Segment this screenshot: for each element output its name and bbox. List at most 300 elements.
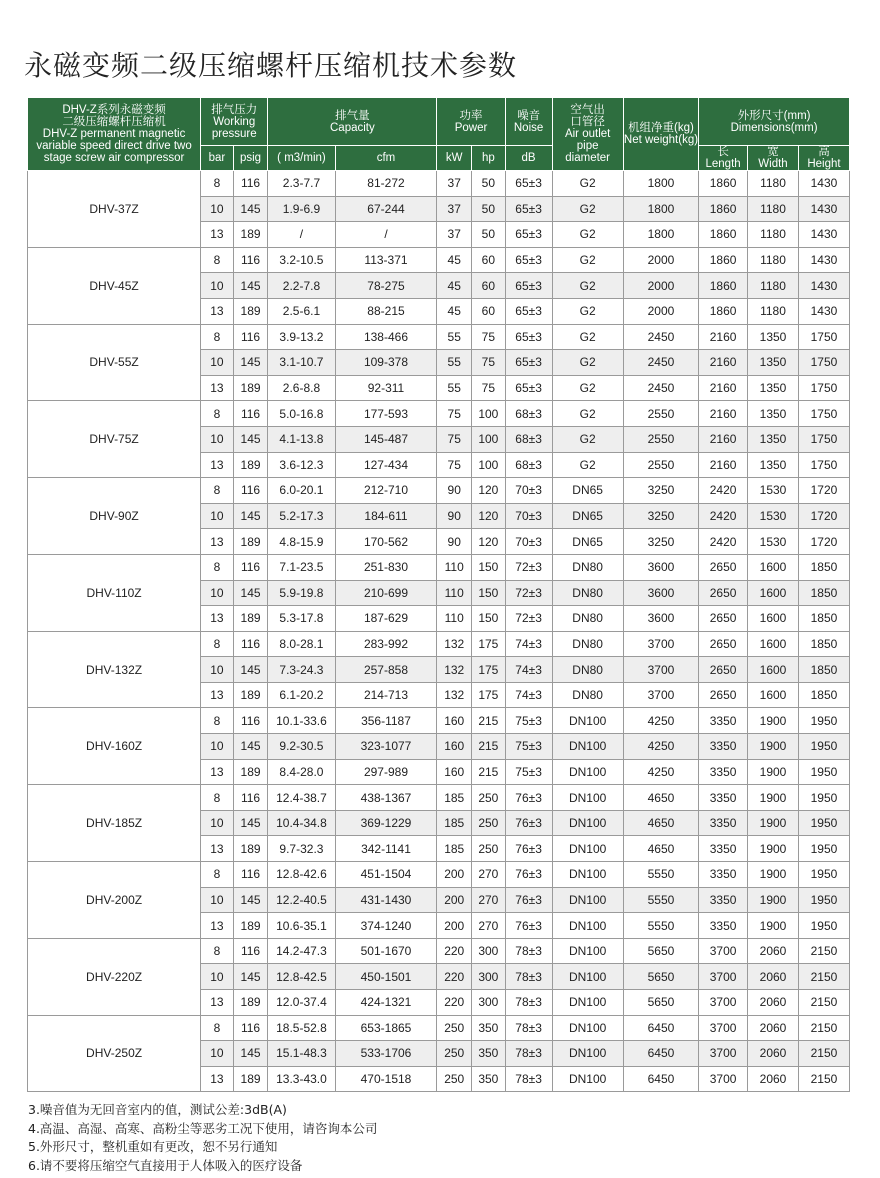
m3min-cell: 3.2-10.5 [268,247,335,273]
weight-cell: 3600 [623,606,698,632]
model-cell: DHV-55Z [28,324,201,401]
bar-cell: 13 [201,836,234,862]
psig-cell: 189 [233,606,268,632]
hp-cell: 100 [472,452,506,478]
bar-cell: 13 [201,759,234,785]
noise-cell: 76±3 [505,785,552,811]
psig-cell: 189 [233,452,268,478]
psig-cell: 145 [233,426,268,452]
psig-cell: 116 [233,478,268,504]
m3min-cell: 4.1-13.8 [268,426,335,452]
hp-cell: 120 [472,478,506,504]
weight-cell: 6450 [623,1041,698,1067]
weight-cell: 4650 [623,836,698,862]
weight-cell: 3600 [623,554,698,580]
unit-height-en: Height [807,158,841,170]
length-cell: 2650 [699,682,748,708]
model-cell: DHV-200Z [28,862,201,939]
outlet-cell: DN100 [552,785,623,811]
weight-cell: 1800 [623,171,698,197]
height-cell: 1750 [798,350,849,376]
unit-kw: kW [437,146,472,171]
psig-cell: 145 [233,273,268,299]
length-cell: 2650 [699,554,748,580]
hp-cell: 270 [472,862,506,888]
width-cell: 1530 [748,478,799,504]
dimensions-header-line: Dimensions(mm) [730,121,818,134]
cfm-cell: 533-1706 [335,1041,437,1067]
cfm-cell: 81-272 [335,171,437,197]
cfm-cell: 92-311 [335,375,437,401]
kw-cell: 250 [437,1066,472,1092]
unit-height-cn: 高 [818,146,830,158]
psig-cell: 116 [233,785,268,811]
bar-cell: 8 [201,554,234,580]
bar-cell: 13 [201,990,234,1016]
width-cell: 1530 [748,503,799,529]
bar-cell: 8 [201,785,234,811]
outlet-cell: DN80 [552,580,623,606]
width-cell: 1180 [748,247,799,273]
kw-cell: 250 [437,1015,472,1041]
noise-cell: 65±3 [505,196,552,222]
width-cell: 1600 [748,682,799,708]
kw-cell: 200 [437,913,472,939]
height-cell: 1950 [798,708,849,734]
weight-cell: 4650 [623,785,698,811]
kw-cell: 160 [437,759,472,785]
outlet-header-line: diameter [565,152,611,164]
length-cell: 3350 [699,913,748,939]
hp-cell: 175 [472,657,506,683]
height-cell: 1430 [798,196,849,222]
width-cell: 1180 [748,273,799,299]
cfm-cell: 145-487 [335,426,437,452]
cfm-cell: 431-1430 [335,887,437,913]
length-cell: 3350 [699,708,748,734]
width-cell: 1350 [748,452,799,478]
weight-header-line: 机组净重(kg) [628,122,694,134]
height-cell: 1750 [798,375,849,401]
width-cell: 1530 [748,529,799,555]
model-header-line: stage screw air compressor [43,152,185,164]
outlet-cell: DN80 [552,657,623,683]
height-cell: 1850 [798,554,849,580]
m3min-cell: 2.2-7.8 [268,273,335,299]
weight-cell: 1800 [623,196,698,222]
cfm-cell: 450-1501 [335,964,437,990]
outlet-cell: DN80 [552,606,623,632]
noise-cell: 76±3 [505,836,552,862]
dimensions-header [699,98,850,146]
cfm-cell: 342-1141 [335,836,437,862]
m3min-cell: 3.1-10.7 [268,350,335,376]
unit-height [798,146,849,171]
kw-cell: 220 [437,964,472,990]
width-cell: 1600 [748,554,799,580]
noise-cell: 75±3 [505,759,552,785]
hp-cell: 175 [472,631,506,657]
weight-cell: 5650 [623,938,698,964]
cfm-cell: 109-378 [335,350,437,376]
kw-cell: 185 [437,836,472,862]
width-cell: 1900 [748,785,799,811]
bar-cell: 8 [201,478,234,504]
psig-cell: 116 [233,938,268,964]
model-cell: DHV-250Z [28,1015,201,1092]
kw-cell: 220 [437,990,472,1016]
outlet-cell: DN80 [552,682,623,708]
outlet-cell: G2 [552,273,623,299]
notes [28,1101,377,1175]
noise-cell: 78±3 [505,964,552,990]
m3min-cell: 8.4-28.0 [268,759,335,785]
model-cell: DHV-110Z [28,554,201,631]
noise-cell: 78±3 [505,1015,552,1041]
noise-cell: 68±3 [505,401,552,427]
noise-cell: 65±3 [505,298,552,324]
unit-hp: hp [472,146,506,171]
hp-cell: 120 [472,503,506,529]
psig-cell: 145 [233,196,268,222]
height-cell: 1750 [798,401,849,427]
kw-cell: 110 [437,606,472,632]
table-row [28,324,850,350]
noise-cell: 70±3 [505,478,552,504]
cfm-cell: 214-713 [335,682,437,708]
length-cell: 1860 [699,247,748,273]
noise-cell: 78±3 [505,990,552,1016]
m3min-cell: 15.1-48.3 [268,1041,335,1067]
width-cell: 1900 [748,862,799,888]
length-cell: 2420 [699,529,748,555]
length-cell: 3700 [699,1041,748,1067]
unit-db: dB [505,146,552,171]
kw-cell: 55 [437,324,472,350]
length-cell: 3350 [699,862,748,888]
kw-cell: 160 [437,734,472,760]
kw-cell: 45 [437,247,472,273]
width-cell: 1350 [748,401,799,427]
height-cell: 2150 [798,1041,849,1067]
height-cell: 1430 [798,273,849,299]
capacity-header-line: Capacity [330,121,375,134]
psig-cell: 189 [233,913,268,939]
noise-cell: 72±3 [505,580,552,606]
unit-length [699,146,748,171]
cfm-cell: 451-1504 [335,862,437,888]
noise-cell: 65±3 [505,324,552,350]
length-cell: 3700 [699,990,748,1016]
hp-cell: 270 [472,913,506,939]
hp-cell: 250 [472,836,506,862]
kw-cell: 110 [437,554,472,580]
weight-cell: 2550 [623,426,698,452]
table-row [28,171,850,197]
width-cell: 1900 [748,759,799,785]
width-cell: 2060 [748,990,799,1016]
hp-cell: 50 [472,222,506,248]
m3min-cell: 12.0-37.4 [268,990,335,1016]
noise-cell: 72±3 [505,554,552,580]
m3min-cell: 13.3-43.0 [268,1066,335,1092]
width-cell: 1180 [748,196,799,222]
kw-cell: 132 [437,682,472,708]
length-cell: 1860 [699,273,748,299]
kw-cell: 45 [437,273,472,299]
weight-cell: 6450 [623,1015,698,1041]
psig-cell: 189 [233,298,268,324]
hp-cell: 300 [472,938,506,964]
outlet-cell: G2 [552,426,623,452]
width-cell: 1180 [748,298,799,324]
bar-cell: 10 [201,810,234,836]
weight-cell: 2000 [623,273,698,299]
table-row [28,1015,850,1041]
outlet-cell: DN65 [552,503,623,529]
psig-cell: 189 [233,529,268,555]
kw-cell: 75 [437,401,472,427]
noise-header-line: 噪音 [517,109,541,122]
outlet-cell: DN100 [552,734,623,760]
m3min-cell: 12.2-40.5 [268,887,335,913]
length-cell: 3700 [699,1015,748,1041]
unit-psig: psig [233,146,268,171]
height-cell: 1720 [798,503,849,529]
hp-cell: 75 [472,324,506,350]
m3min-cell: 4.8-15.9 [268,529,335,555]
length-cell: 2650 [699,606,748,632]
table-row [28,862,850,888]
outlet-cell: DN65 [552,478,623,504]
noise-cell: 78±3 [505,1066,552,1092]
model-cell: DHV-90Z [28,478,201,555]
outlet-cell: DN80 [552,554,623,580]
bar-cell: 10 [201,580,234,606]
model-cell: DHV-220Z [28,938,201,1015]
width-cell: 2060 [748,964,799,990]
cfm-cell: 501-1670 [335,938,437,964]
m3min-cell: 6.1-20.2 [268,682,335,708]
width-cell: 2060 [748,1066,799,1092]
psig-cell: 116 [233,1015,268,1041]
kw-cell: 160 [437,708,472,734]
psig-cell: 145 [233,350,268,376]
unit-width-en: Width [758,158,788,170]
unit-cfm: cfm [335,146,437,171]
outlet-cell: G2 [552,401,623,427]
psig-cell: 189 [233,222,268,248]
model-cell: DHV-132Z [28,631,201,708]
m3min-cell: 8.0-28.1 [268,631,335,657]
bar-cell: 10 [201,196,234,222]
weight-cell: 3600 [623,580,698,606]
hp-cell: 250 [472,810,506,836]
length-cell: 3350 [699,734,748,760]
kw-cell: 37 [437,171,472,197]
pressure-header-line: 排气压力 [211,103,258,116]
hp-cell: 150 [472,554,506,580]
bar-cell: 13 [201,222,234,248]
noise-header-line: Noise [513,121,544,134]
width-cell: 1900 [748,887,799,913]
hp-cell: 60 [472,247,506,273]
psig-cell: 145 [233,810,268,836]
m3min-cell: 2.5-6.1 [268,298,335,324]
width-cell: 1600 [748,657,799,683]
weight-cell: 2000 [623,247,698,273]
bar-cell: 10 [201,503,234,529]
hp-cell: 60 [472,298,506,324]
outlet-cell: DN100 [552,810,623,836]
outlet-cell: G2 [552,298,623,324]
length-cell: 3350 [699,887,748,913]
hp-cell: 250 [472,785,506,811]
hp-cell: 75 [472,375,506,401]
model-cell: DHV-185Z [28,785,201,862]
bar-cell: 8 [201,324,234,350]
capacity-header [268,98,437,146]
weight-cell: 2550 [623,452,698,478]
outlet-cell: DN100 [552,1015,623,1041]
width-cell: 1350 [748,350,799,376]
noise-cell: 74±3 [505,657,552,683]
length-cell: 3700 [699,964,748,990]
weight-cell: 3250 [623,478,698,504]
kw-cell: 90 [437,503,472,529]
weight-cell: 2450 [623,324,698,350]
outlet-cell: G2 [552,324,623,350]
m3min-cell: 7.1-23.5 [268,554,335,580]
outlet-cell: G2 [552,452,623,478]
weight-cell: 4250 [623,734,698,760]
table-row [28,554,850,580]
noise-cell: 65±3 [505,222,552,248]
length-cell: 2160 [699,401,748,427]
m3min-cell: 14.2-47.3 [268,938,335,964]
bar-cell: 10 [201,734,234,760]
table-row [28,478,850,504]
bar-cell: 10 [201,350,234,376]
cfm-cell: 187-629 [335,606,437,632]
kw-cell: 250 [437,1041,472,1067]
bar-cell: 8 [201,171,234,197]
outlet-cell: DN100 [552,862,623,888]
noise-cell: 65±3 [505,247,552,273]
height-cell: 1850 [798,631,849,657]
noise-cell: 75±3 [505,734,552,760]
unit-m3min: ( m3/min) [268,146,335,171]
m3min-cell: / [268,222,335,248]
psig-cell: 189 [233,759,268,785]
length-cell: 1860 [699,196,748,222]
height-cell: 1430 [798,247,849,273]
psig-cell: 189 [233,1066,268,1092]
width-cell: 1600 [748,631,799,657]
hp-cell: 300 [472,964,506,990]
note-item: 6.请不要将压缩空气直接用于人体吸入的医疗设备 [28,1157,303,1173]
cfm-cell: 138-466 [335,324,437,350]
noise-cell: 68±3 [505,452,552,478]
kw-cell: 55 [437,375,472,401]
height-cell: 1850 [798,657,849,683]
height-cell: 1950 [798,734,849,760]
cfm-cell: 369-1229 [335,810,437,836]
psig-cell: 116 [233,708,268,734]
bar-cell: 8 [201,631,234,657]
note-item: 3.噪音值为无回音室内的值，测试公差:3dB(A) [28,1102,287,1117]
psig-cell: 189 [233,375,268,401]
bar-cell: 10 [201,426,234,452]
outlet-cell: G2 [552,196,623,222]
height-cell: 1950 [798,785,849,811]
power-header-line: 功率 [459,109,483,122]
m3min-cell: 5.9-19.8 [268,580,335,606]
hp-cell: 50 [472,196,506,222]
weight-cell: 4250 [623,708,698,734]
length-cell: 2650 [699,657,748,683]
length-cell: 1860 [699,171,748,197]
outlet-cell: DN100 [552,887,623,913]
model-header-line: DHV-Z系列永磁变频 [62,104,166,116]
kw-cell: 132 [437,657,472,683]
spec-table-body [28,171,850,1092]
hp-cell: 150 [472,580,506,606]
m3min-cell: 2.3-7.7 [268,171,335,197]
m3min-cell: 18.5-52.8 [268,1015,335,1041]
cfm-cell: 283-992 [335,631,437,657]
hp-cell: 150 [472,606,506,632]
length-cell: 2160 [699,452,748,478]
hp-cell: 350 [472,1066,506,1092]
outlet-cell: DN100 [552,836,623,862]
psig-cell: 116 [233,862,268,888]
cfm-cell: 297-989 [335,759,437,785]
hp-cell: 215 [472,759,506,785]
height-cell: 1850 [798,580,849,606]
bar-cell: 8 [201,862,234,888]
weight-cell: 5650 [623,964,698,990]
m3min-cell: 6.0-20.1 [268,478,335,504]
noise-cell: 74±3 [505,682,552,708]
height-cell: 1720 [798,478,849,504]
outlet-header-line: 口管径 [570,116,605,128]
psig-cell: 189 [233,682,268,708]
width-cell: 1350 [748,324,799,350]
outlet-cell: DN100 [552,913,623,939]
dimensions-header-line: 外形尺寸(mm) [737,109,811,122]
kw-cell: 110 [437,580,472,606]
kw-cell: 185 [437,810,472,836]
height-cell: 1430 [798,298,849,324]
height-cell: 2150 [798,964,849,990]
cfm-cell: 210-699 [335,580,437,606]
length-cell: 1860 [699,222,748,248]
height-cell: 1430 [798,222,849,248]
noise-cell: 76±3 [505,810,552,836]
hp-cell: 270 [472,887,506,913]
hp-cell: 50 [472,171,506,197]
noise-cell: 78±3 [505,1041,552,1067]
hp-cell: 100 [472,401,506,427]
m3min-cell: 12.8-42.6 [268,862,335,888]
model-cell: DHV-37Z [28,171,201,248]
outlet-cell: DN100 [552,1041,623,1067]
length-cell: 3350 [699,810,748,836]
hp-cell: 350 [472,1015,506,1041]
weight-cell: 5550 [623,862,698,888]
kw-cell: 45 [437,298,472,324]
